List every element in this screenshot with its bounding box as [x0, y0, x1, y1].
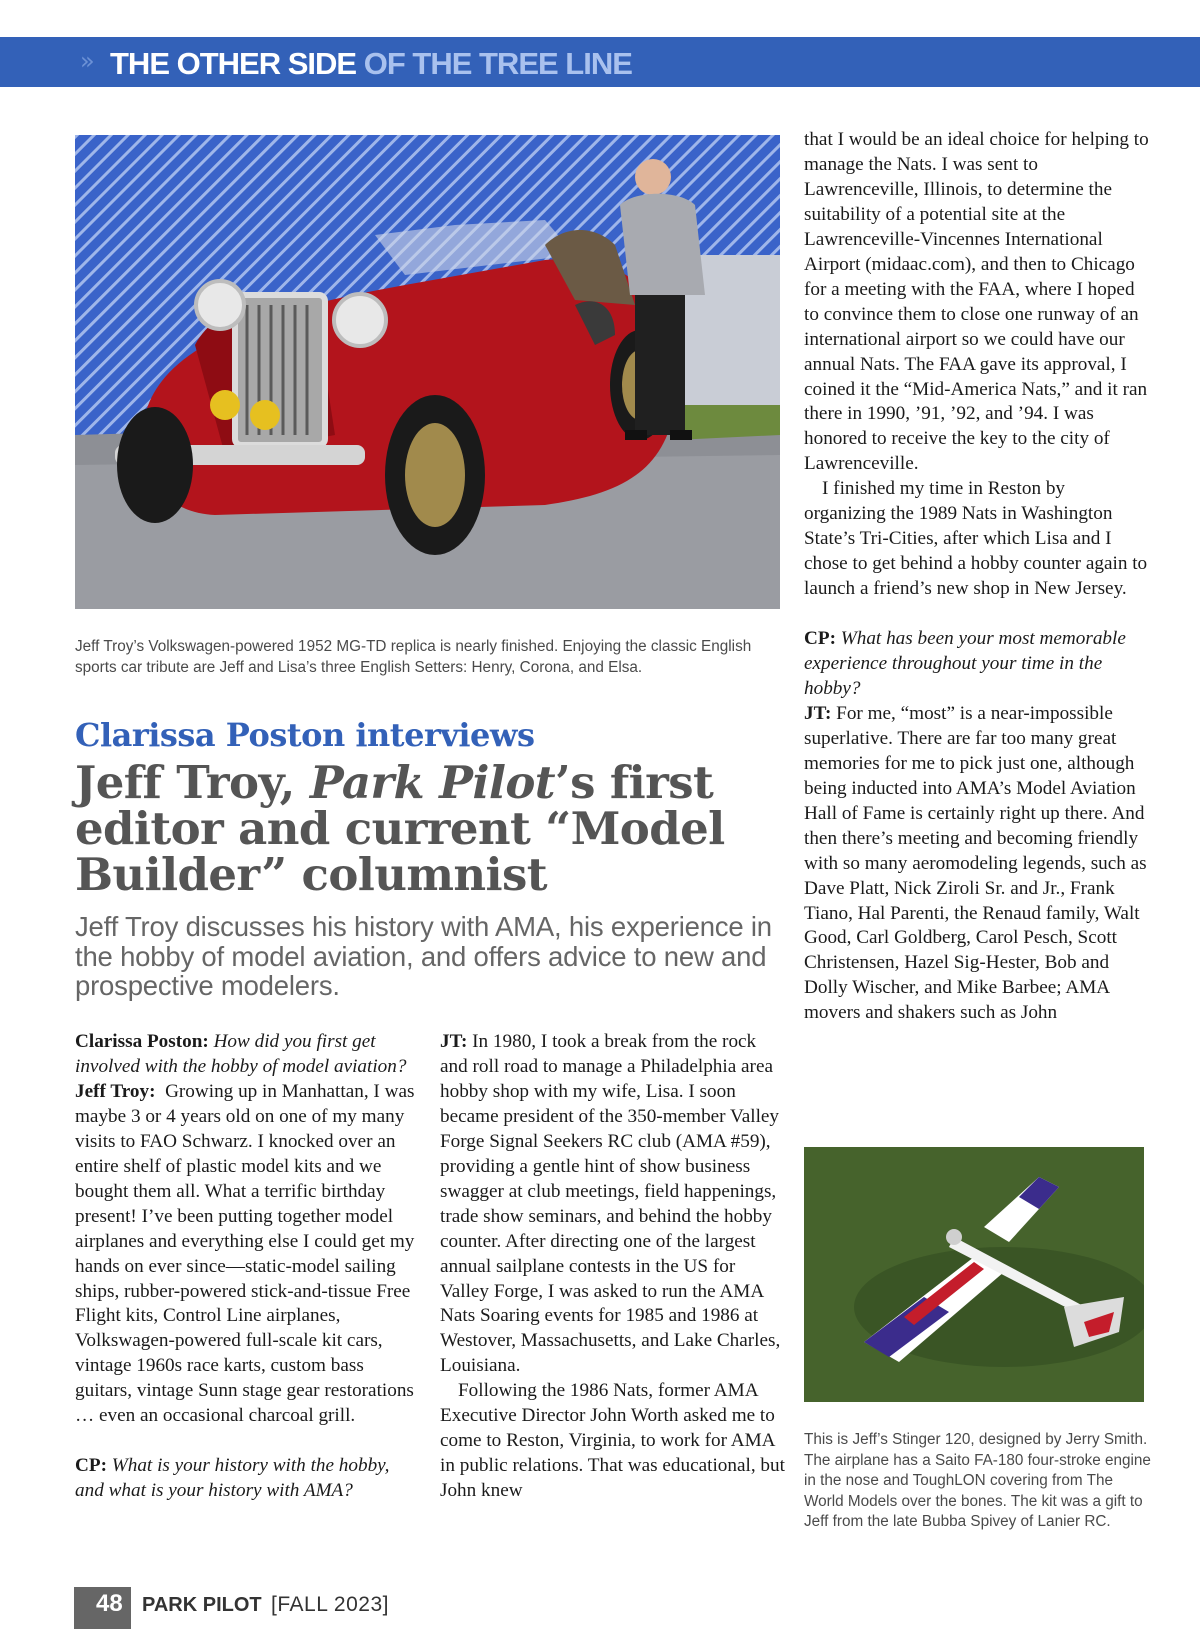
continued-paragraph: that I would be an ideal choice for helping to manage the Nats. I was sent to Lawrenceville, Illinois, to determine the suitability of a potential site at the Lawrenceville-Vincennes International Airport (midaac.com), and then to Chicago for a meeting with the FAA, where I hoped to convince them to close one runway of an international airport so we could have our annual Nats. The FAA gave its approval, I coined it the “Mid-America Nats,” and it ran there in 1990, ’91, ’92, and ’94. I was honored to receive the key to the city of Lawrenceville.: [804, 129, 1149, 475]
car-photo-graphic: [75, 135, 780, 609]
column-1: [75, 1030, 420, 1504]
deck: Jeff Troy discusses his history with AMA, his experience in the hobby of model aviation, and offers advice to new and prospective modelers.: [75, 911, 772, 1001]
photo-car: [75, 135, 780, 609]
answer-2-paragraph-2: Following the 1986 Nats, former AMA Executive Director John Worth asked me to come to Reston, Virginia, to work for AMA in public relations. That was educational, but John knew: [440, 1380, 785, 1502]
answer-2: JT: In 1980, I took a break from the rock and roll road to manage a Philadelphia area hobby shop with my wife, Lisa. I soon became president of the 350-member Valley Forge Signal Seekers RC club (AMA #59), providing a gentle hint of show business swagger at club meetings, field happenings, trade show seminars, and behind the hobby counter. After directing one of the largest annual sailplane contests in the US for Valley Forge, I was asked to run the AMA Nats Soaring events for 1985 and 1986 at Westover, Massachusetts, and Lake Charles, Louisiana.: [440, 1031, 781, 1377]
paragraph-reston: I finished my time in Reston by organizing the 1989 Nats in Washington State’s Tri-Cities, after which Lisa and I chose to get behind a hobby counter again to launch a friend’s new shop in New Jersey.: [804, 478, 1148, 600]
question-1: Clarissa Poston: How did you first get involved with the hobby of model aviation?: [75, 1031, 407, 1077]
magazine-name: PARK PILOT: [142, 1594, 262, 1616]
question-3: CP: What has been your most memorable experience throughout your time in the hobby?: [804, 628, 1126, 699]
photo-plane-caption: This is Jeff’s Stinger 120, designed by Jerry Smith. The airplane has a Saito FA-180 four-stroke engine in the nose and ToughLON covering from The World Models over the bones. The kit was a gift to Jeff from the late Bubba Spivey of Lanier RC.: [804, 1431, 1151, 1531]
answer-3: JT: For me, “most” is a near-impossible superlative. There are far too many great memories for me to pick just one, although being inducted into AMA’s Model Aviation Hall of Fame is certainly right up there. And then there’s meeting and becoming friendly with so many aeromodeling legends, such as Dave Platt, Nick Ziroli Sr. and Jr., Frank Tiano, Hal Parenti, the Renaud family, Walt Good, Carl Goldberg, Carol Pesch, Scott Christensen, Hazel Sig-Hester, Bob and Dolly Wischer, and Mike Barbee; AMA movers and shakers such as John: [804, 702, 1147, 1024]
photo-car-caption: Jeff Troy’s Volkswagen-powered 1952 MG-TD replica is nearly finished. Enjoying the classic English sports car tribute are Jeff and Lisa’s three English Setters: Henry, Corona, and Elsa.: [75, 638, 752, 676]
section-title: THE OTHER SIDE OF THE TREE LINE: [110, 46, 632, 81]
question-2: CP: What is your history with the hobby, and what is your history with AMA?: [75, 1455, 390, 1502]
answer-1: Jeff Troy: Growing up in Manhattan, I was maybe 3 or 4 years old on one of my many visits to FAO Schwarz. I knocked over an entire shelf of plastic model kits and we bought them all. What a terrific birthday present! I’ve been putting together model airplanes and everything else I could get my hands on ever since—static-model sailing ships, rubber-powered stick-and-tissue Free Flight kits, Control Line airplanes, Volkswagen-powered full-scale kit cars, vintage 1960s race karts, custom bass guitars, vintage Sunn stage gear restorations … even an occasional charcoal grill.: [75, 1080, 415, 1427]
plane-photo-graphic: [804, 1147, 1144, 1402]
photo-plane: [804, 1147, 1144, 1402]
section-banner: [0, 37, 1200, 87]
column-2: [440, 1030, 785, 1504]
headline-kicker: Clarissa Poston interviews: [75, 716, 535, 754]
publication-name: Park Pilot: [309, 756, 555, 809]
page-number: 48: [96, 1590, 123, 1617]
issue-label: [FALL 2023]: [271, 1593, 389, 1616]
headline: Jeff Troy, Park Pilot’s first editor and current “Model Builder” columnist: [75, 756, 725, 901]
double-chevron-icon: »: [80, 47, 89, 75]
column-3: [804, 128, 1149, 1026]
